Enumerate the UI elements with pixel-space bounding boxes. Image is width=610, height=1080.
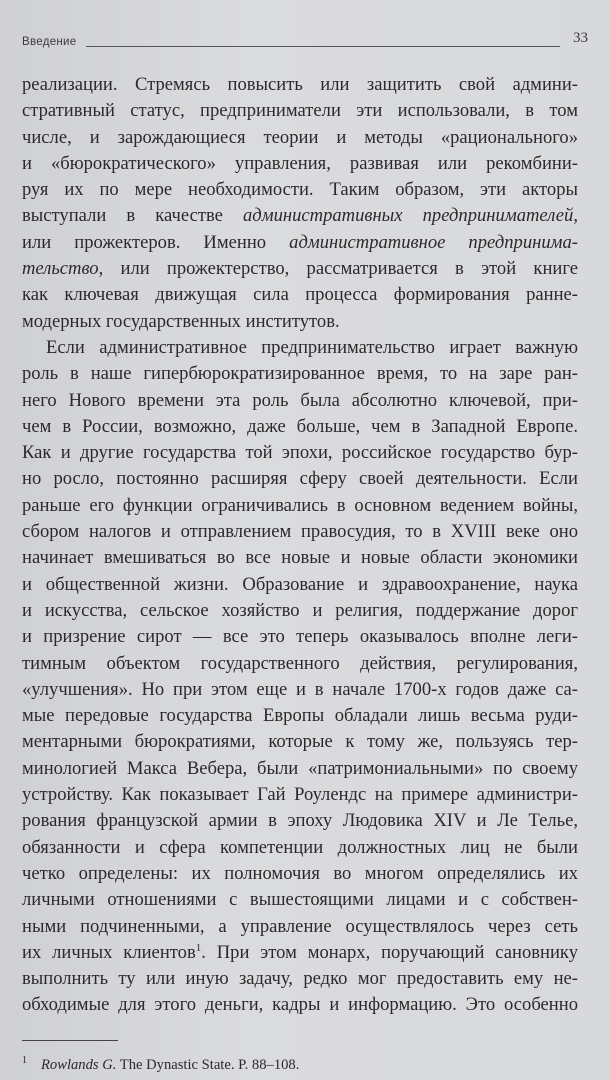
footnote-text: The Dynastic State. P. 88–108. — [116, 1056, 300, 1073]
text-line: чем в России, возможно, даже больше, чем в Западной Европе. — [22, 415, 578, 437]
text-line: четко определены: их полномочия во многом определялись их — [22, 862, 578, 884]
text-line: и призрение сирот — все это теперь оказывалось вполне леги- — [22, 626, 578, 648]
text-line: Если административное предпринимательство играет важную — [46, 336, 578, 358]
text-line: ментарными бюрократиями, которые к тому же, пользуясь тер- — [22, 731, 578, 753]
page-number: 33 — [573, 30, 588, 46]
text-line: стративный статус, предприниматели эти использовали, в том — [22, 100, 578, 122]
text-line: реализации. Стремясь повысить или защитить свой админи- — [22, 74, 578, 95]
text-line: «улучшения». Но при этом еще и в начале 1700-х годов даже са- — [22, 678, 578, 700]
text-line: и искусства, сельское хозяйство и религия, поддержание дорог — [22, 599, 578, 621]
footnote-number: 1 — [22, 1055, 27, 1066]
text-line: обходимые для этого деньги, кадры и информацию. Это особенно — [22, 994, 578, 1016]
footnote-reference[interactable]: 1 — [195, 941, 202, 954]
text-line: и общественной жизни. Образование и здравоохранение, наука — [22, 573, 578, 595]
italic-term: административных предпринимателей — [243, 205, 574, 227]
text-line: как ключевая движущая сила процесса формирования ранне- — [22, 284, 578, 306]
text-run: выступали в качестве — [22, 205, 243, 227]
text-line: сбором налогов и отправлением правосудия, то в XVIII веке оно — [22, 521, 578, 543]
text-run: их личных клиентов — [22, 941, 196, 963]
italic-term: административное предпринима- — [289, 231, 578, 253]
text-line: начинает вмешиваться во все новые и новые области экономики — [22, 547, 578, 569]
text-line: но росло, постоянно расширяя сферу своей деятельности. Если — [22, 468, 578, 490]
text-run: , или прожектерство, рассматривается в этой книге — [98, 258, 578, 280]
text-line: и «бюрократического» управления, развивая или рекомбини- — [22, 152, 578, 174]
text-run: или прожектеров. Именно — [22, 231, 290, 253]
text-run: . При этом монарх, поручающий сановнику — [201, 941, 578, 963]
text-line: обязанности и сфера компетенции должностных лиц не были — [22, 836, 578, 858]
text-line: ными подчиненными, а управление осуществлялось через сеть — [22, 915, 578, 937]
text-line — [22, 230, 578, 256]
text-run: , — [573, 205, 578, 227]
text-line: мые передовые государства Европы обладали лишь весьма руди- — [22, 705, 578, 727]
running-head — [22, 30, 588, 54]
paragraph-1 — [22, 72, 578, 335]
footnote-rule — [22, 1040, 118, 1041]
footnote — [22, 1052, 578, 1074]
text-line: устройству. Как показывает Гай Роулендс на примере администри- — [22, 784, 578, 806]
body-text — [22, 72, 578, 1019]
text-line: модерных государственных институтов. — [22, 310, 340, 332]
text-line — [22, 940, 578, 966]
text-line — [22, 256, 578, 282]
text-line: раньше его функции ограничивались в основном ведением войны, — [22, 494, 578, 516]
italic-term: тельство — [22, 258, 99, 280]
text-line: числе, и зарождающиеся теории и методы «рационального» — [22, 126, 578, 148]
text-line: тимным объектом государственного действия, регулирования, — [22, 652, 578, 674]
paragraph-2 — [22, 335, 578, 1019]
header-rule — [86, 46, 560, 47]
text-line: минологией Макса Вебера, были «патримониальными» по своему — [22, 757, 578, 779]
footnote-author: Rowlands G. — [41, 1056, 117, 1073]
text-line: выполнить ту или иную задачу, редко мог предоставить ему не- — [22, 968, 578, 990]
text-line: личными отношениями с вышестоящими лицами и с собствен- — [22, 889, 578, 911]
text-line: рования французской армии в эпоху Людовика XIV и Ле Телье, — [22, 810, 578, 832]
text-line: руя их по мере необходимости. Таким образом, эти акторы — [22, 179, 578, 201]
text-line: роль в наше гипербюрократизированное время, то на заре ран- — [22, 363, 578, 385]
text-line: него Нового времени эта роль была абсолютно ключевой, при- — [22, 389, 578, 411]
section-title: Введение — [22, 36, 77, 48]
text-line: Как и другие государства той эпохи, российское государство бур- — [22, 442, 578, 464]
text-line — [22, 203, 578, 229]
